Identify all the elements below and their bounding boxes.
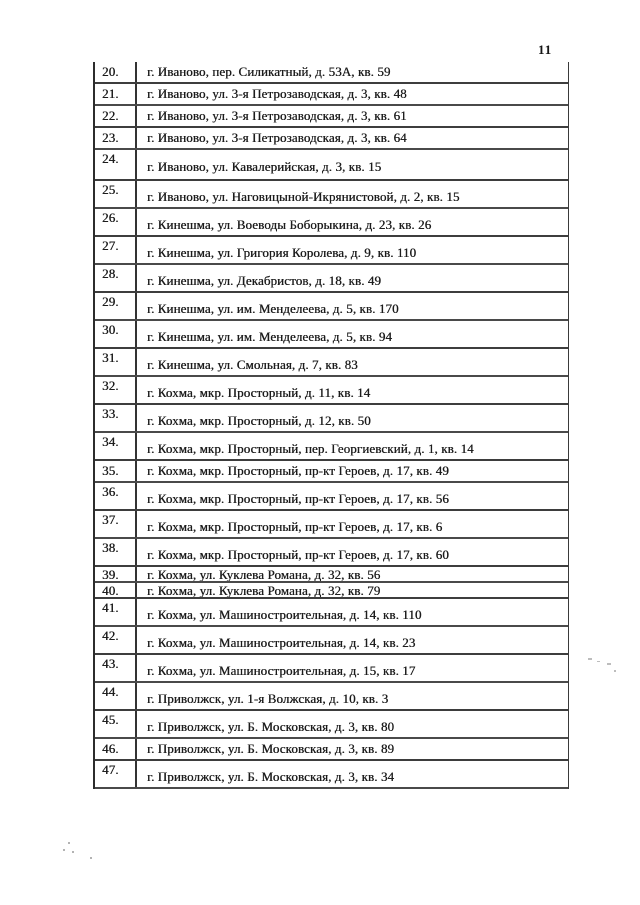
row-number: 27. [95, 237, 137, 263]
row-number: 46. [95, 739, 137, 759]
table-row [95, 583, 568, 599]
table-row [95, 655, 568, 683]
row-address: г. Кинешма, ул. Воеводы Боборыкина, д. 23, кв. 26 [147, 217, 432, 232]
row-number: 44. [95, 683, 137, 709]
row-number: 42. [95, 627, 137, 653]
row-number: 41. [95, 599, 137, 625]
row-address: г. Кохма, ул. Куклева Романа, д. 32, кв. 79 [147, 583, 381, 597]
row-address: г. Кинешма, ул. Декабристов, д. 18, кв. 49 [147, 273, 381, 288]
row-address: г. Кохма, ул. Машиностроительная, д. 14, кв. 23 [147, 635, 416, 650]
row-number: 38. [95, 539, 137, 565]
table-row [95, 237, 568, 265]
scan-speckle [90, 857, 92, 859]
row-address: г. Иваново, ул. Наговицыной-Икрянистовой, д. 2, кв. 15 [147, 189, 460, 204]
row-number: 22. [95, 106, 137, 126]
row-number: 26. [95, 209, 137, 235]
table-row [95, 209, 568, 237]
row-number: 36. [95, 483, 137, 509]
scan-speckle [607, 663, 611, 665]
row-address: г. Кохма, мкр. Просторный, д. 11, кв. 14 [147, 385, 371, 400]
row-number: 35. [95, 461, 137, 481]
table-row [95, 349, 568, 377]
row-number: 21. [95, 84, 137, 104]
table-row [95, 150, 568, 181]
row-address: г. Приволжск, ул. Б. Московская, д. 3, кв. 80 [147, 719, 395, 734]
row-address: г. Кохма, мкр. Просторный, пр-кт Героев, д. 17, кв. 56 [147, 491, 449, 506]
table-row [95, 433, 568, 461]
table-row [95, 511, 568, 539]
row-address: г. Приволжск, ул. Б. Московская, д. 3, кв. 34 [147, 769, 395, 784]
row-number: 37. [95, 511, 137, 537]
row-number: 43. [95, 655, 137, 681]
row-number: 25. [95, 181, 137, 207]
table-row [95, 761, 568, 789]
row-number: 33. [95, 405, 137, 431]
table-row [95, 711, 568, 739]
table-row [95, 461, 568, 483]
row-number: 30. [95, 321, 137, 347]
table-row [95, 627, 568, 655]
address-table [93, 62, 569, 789]
scan-speckle [597, 661, 600, 662]
row-number: 45. [95, 711, 137, 737]
row-address: г. Кохма, ул. Машиностроительная, д. 14, кв. 110 [147, 607, 422, 622]
table-row [95, 84, 568, 106]
table-row [95, 265, 568, 293]
table-row [95, 128, 568, 150]
row-number: 40. [95, 583, 137, 597]
row-address: г. Иваново, ул. 3-я Петрозаводская, д. 3, кв. 64 [147, 130, 407, 145]
page-number: 11 [538, 42, 553, 57]
row-address: г. Иваново, ул. 3-я Петрозаводская, д. 3, кв. 48 [147, 86, 407, 101]
scan-speckle [72, 851, 74, 853]
table-row [95, 377, 568, 405]
table-row [95, 483, 568, 511]
row-number: 31. [95, 349, 137, 375]
row-number: 39. [95, 567, 137, 581]
row-number: 29. [95, 293, 137, 319]
row-number: 24. [95, 150, 137, 179]
row-address: г. Кинешма, ул. Смольная, д. 7, кв. 83 [147, 357, 358, 372]
table-row [95, 739, 568, 761]
scan-speckle [588, 658, 592, 660]
table-row [95, 62, 568, 84]
row-number: 32. [95, 377, 137, 403]
row-number: 20. [95, 62, 137, 82]
row-address: г. Иваново, ул. Кавалерийская, д. 3, кв. 15 [147, 159, 382, 174]
table-row [95, 293, 568, 321]
table-row [95, 106, 568, 128]
table-row [95, 683, 568, 711]
row-address: г. Приволжск, ул. 1-я Волжская, д. 10, кв. 3 [147, 691, 389, 706]
row-address: г. Кинешма, ул. Григория Королева, д. 9, кв. 110 [147, 245, 417, 260]
scan-speckle [63, 849, 65, 851]
row-address: г. Кохма, ул. Машиностроительная, д. 15, кв. 17 [147, 663, 416, 678]
row-address: г. Иваново, пер. Силикатный, д. 53А, кв. 59 [147, 64, 391, 79]
row-address: г. Кохма, мкр. Просторный, пр-кт Героев, д. 17, кв. 60 [147, 547, 449, 562]
row-address: г. Кинешма, ул. им. Менделеева, д. 5, кв. 170 [147, 301, 399, 316]
table-row [95, 405, 568, 433]
row-address: г. Приволжск, ул. Б. Московская, д. 3, кв. 89 [147, 741, 395, 756]
row-address: г. Кинешма, ул. им. Менделеева, д. 5, кв. 94 [147, 329, 392, 344]
row-number: 47. [95, 761, 137, 787]
row-number: 28. [95, 265, 137, 291]
table-row [95, 181, 568, 209]
row-number: 23. [95, 128, 137, 148]
table-row [95, 599, 568, 627]
table-row [95, 321, 568, 349]
row-address: г. Кохма, ул. Куклева Романа, д. 32, кв. 56 [147, 567, 381, 581]
table-row [95, 567, 568, 583]
table-row [95, 539, 568, 567]
row-address: г. Кохма, мкр. Просторный, пр-кт Героев, д. 17, кв. 6 [147, 519, 443, 534]
row-address: г. Кохма, мкр. Просторный, пр-кт Героев, д. 17, кв. 49 [147, 463, 449, 478]
scan-speckle [614, 670, 616, 672]
scan-speckle [68, 842, 70, 844]
row-address: г. Кохма, мкр. Просторный, пер. Георгиевский, д. 1, кв. 14 [147, 441, 474, 456]
row-address: г. Иваново, ул. 3-я Петрозаводская, д. 3, кв. 61 [147, 108, 407, 123]
row-address: г. Кохма, мкр. Просторный, д. 12, кв. 50 [147, 413, 371, 428]
row-number: 34. [95, 433, 137, 459]
